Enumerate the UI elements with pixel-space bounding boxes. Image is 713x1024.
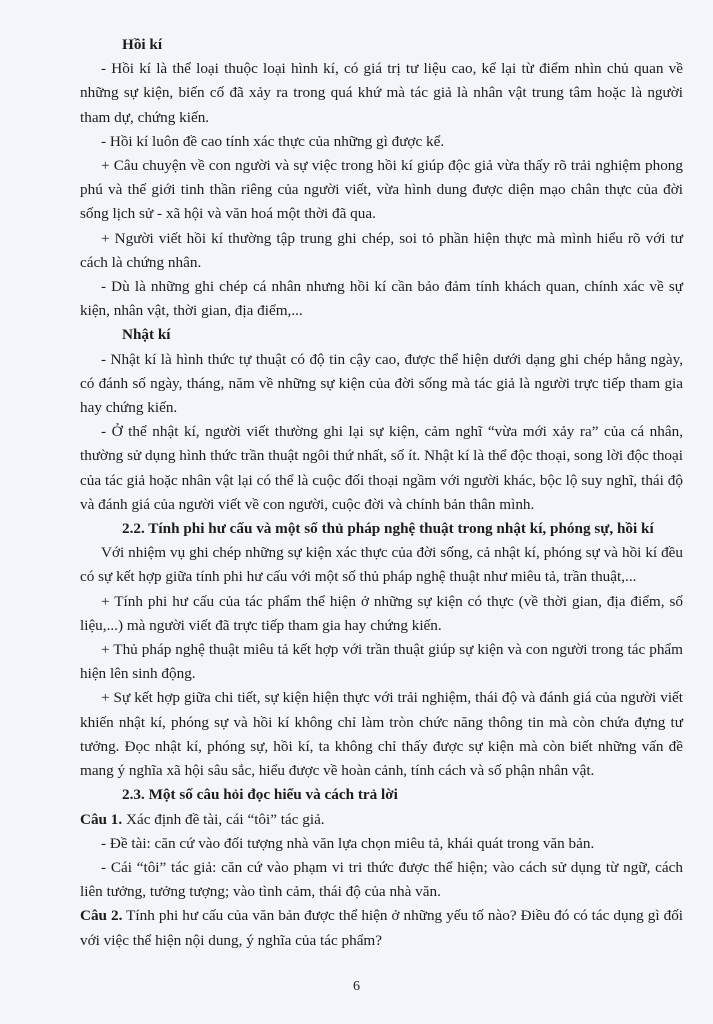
question-2 [80, 904, 683, 952]
paragraph: - Đề tài: căn cứ vào đối tượng nhà văn lựa chọn miêu tả, khái quát trong văn bản. [101, 834, 595, 852]
paragraph: Với nhiệm vụ ghi chép những sự kiện xác thực của đời sống, cả nhật kí, phóng sự và hồi kí đều có sự kết hợp giữa tính phi hư cấu với một số thủ pháp nghệ thuật như miêu tả, trần thuật,... [80, 544, 683, 586]
question-1 [80, 808, 683, 832]
paragraph: - Hồi kí là thể loại thuộc loại hình kí, có giá trị tư liệu cao, kể lại từ điểm nhìn chủ quan về những sự kiện, biến cố đã xảy ra trong quá khứ mà tác giả là nhân vật trung tâm hoặc là người tham dự, chứng kiến. [80, 60, 683, 126]
paragraph: - Cái “tôi” tác giả: căn cứ vào phạm vi tri thức được thể hiện; vào cách sử dụng từ ngữ, cách liên tưởng, tưởng tượng; vào tình cảm, thái độ của nhà văn. [80, 858, 683, 901]
paragraph: + Thủ pháp nghệ thuật miêu tả kết hợp với trần thuật giúp sự kiện và con người trong tác phẩm hiện lên sinh động. [80, 641, 683, 683]
paragraph: - Hồi kí luôn đề cao tính xác thực của những gì được kể. [101, 132, 445, 150]
paragraph: - Ở thể nhật kí, người viết thường ghi lại sự kiện, cảm nghĩ “vừa mới xảy ra” của cá nhân, thường sử dụng hình thức trần thuật ngôi thứ nhất, số ít. Nhật kí là thể độc thoại, song lời độc thoại của tác giả hoặc nhân vật lại có thể là cuộc đối thoại ngầm với người khác, bộc lộ suy nghĩ, thái độ và đánh giá của người viết về con người, cuộc đời và chính bản thân mình. [80, 423, 683, 513]
page-number: 6 [353, 979, 360, 994]
section-heading-nhat-ki: Nhật kí [122, 326, 171, 344]
section-heading-hoi-ki: Hồi kí [122, 36, 163, 53]
question-label: Câu 2. [80, 907, 123, 925]
question-text: Xác định đề tài, cái “tôi” tác giả. [122, 810, 325, 828]
paragraph: + Sự kết hợp giữa chi tiết, sự kiện hiện thực với trải nghiệm, thái độ và đánh giá của người viết khiến nhật kí, phóng sự và hồi kí không chỉ làm tròn chức năng thông tin mà còn chứa đựng tư tưởng. Đọc nhật kí, phóng sự, hồi kí, ta không chỉ thấy được sự kiện mà còn biết những vấn đề mang ý nghĩa xã hội sâu sắc, hiểu được về hoàn cảnh, tính cách và số phận nhân vật. [80, 689, 683, 780]
section-heading-2-2: 2.2. Tính phi hư cấu và một số thủ pháp nghệ thuật trong nhật kí, phóng sự, hồi kí [122, 520, 654, 538]
question-text: Tính phi hư cấu của văn bản được thể hiện ở những yếu tố nào? Điều đó có tác dụng gì đối với việc thể hiện nội dung, ý nghĩa của tác phẩm? [80, 907, 684, 949]
paragraph: - Dù là những ghi chép cá nhân nhưng hồi kí cần bảo đảm tính khách quan, chính xác về sự kiện, nhân vật, thời gian, địa điểm,... [80, 278, 683, 320]
question-label: Câu 1. [80, 810, 123, 828]
paragraph: + Tính phi hư cấu của tác phẩm thể hiện ở những sự kiện có thực (về thời gian, địa điểm, số liệu,...) mà người viết đã trực tiếp tham gia hay chứng kiến. [80, 592, 683, 634]
paragraph: + Người viết hồi kí thường tập trung ghi chép, soi tỏ phần hiện thực mà mình hiểu rõ với tư cách là chứng nhân. [80, 229, 683, 271]
paragraph: - Nhật kí là hình thức tự thuật có độ tin cậy cao, được thể hiện dưới dạng ghi chép hằng ngày, có đánh số ngày, tháng, năm về những sự kiện của đời sống mà tác giả là người trực tiếp tham gia hay chứng kiến. [80, 350, 683, 417]
section-heading-2-3: 2.3. Một số câu hỏi đọc hiểu và cách trả lời [122, 786, 398, 804]
paragraph: + Câu chuyện về con người và sự việc trong hồi kí giúp độc giả vừa thấy rõ trải nghiệm phong phú và thế giới tinh thần riêng của người viết, vừa hình dung được diện mạo chân thực của đời sống lịch sử - xã hội và văn hoá một thời đã qua. [80, 157, 683, 223]
